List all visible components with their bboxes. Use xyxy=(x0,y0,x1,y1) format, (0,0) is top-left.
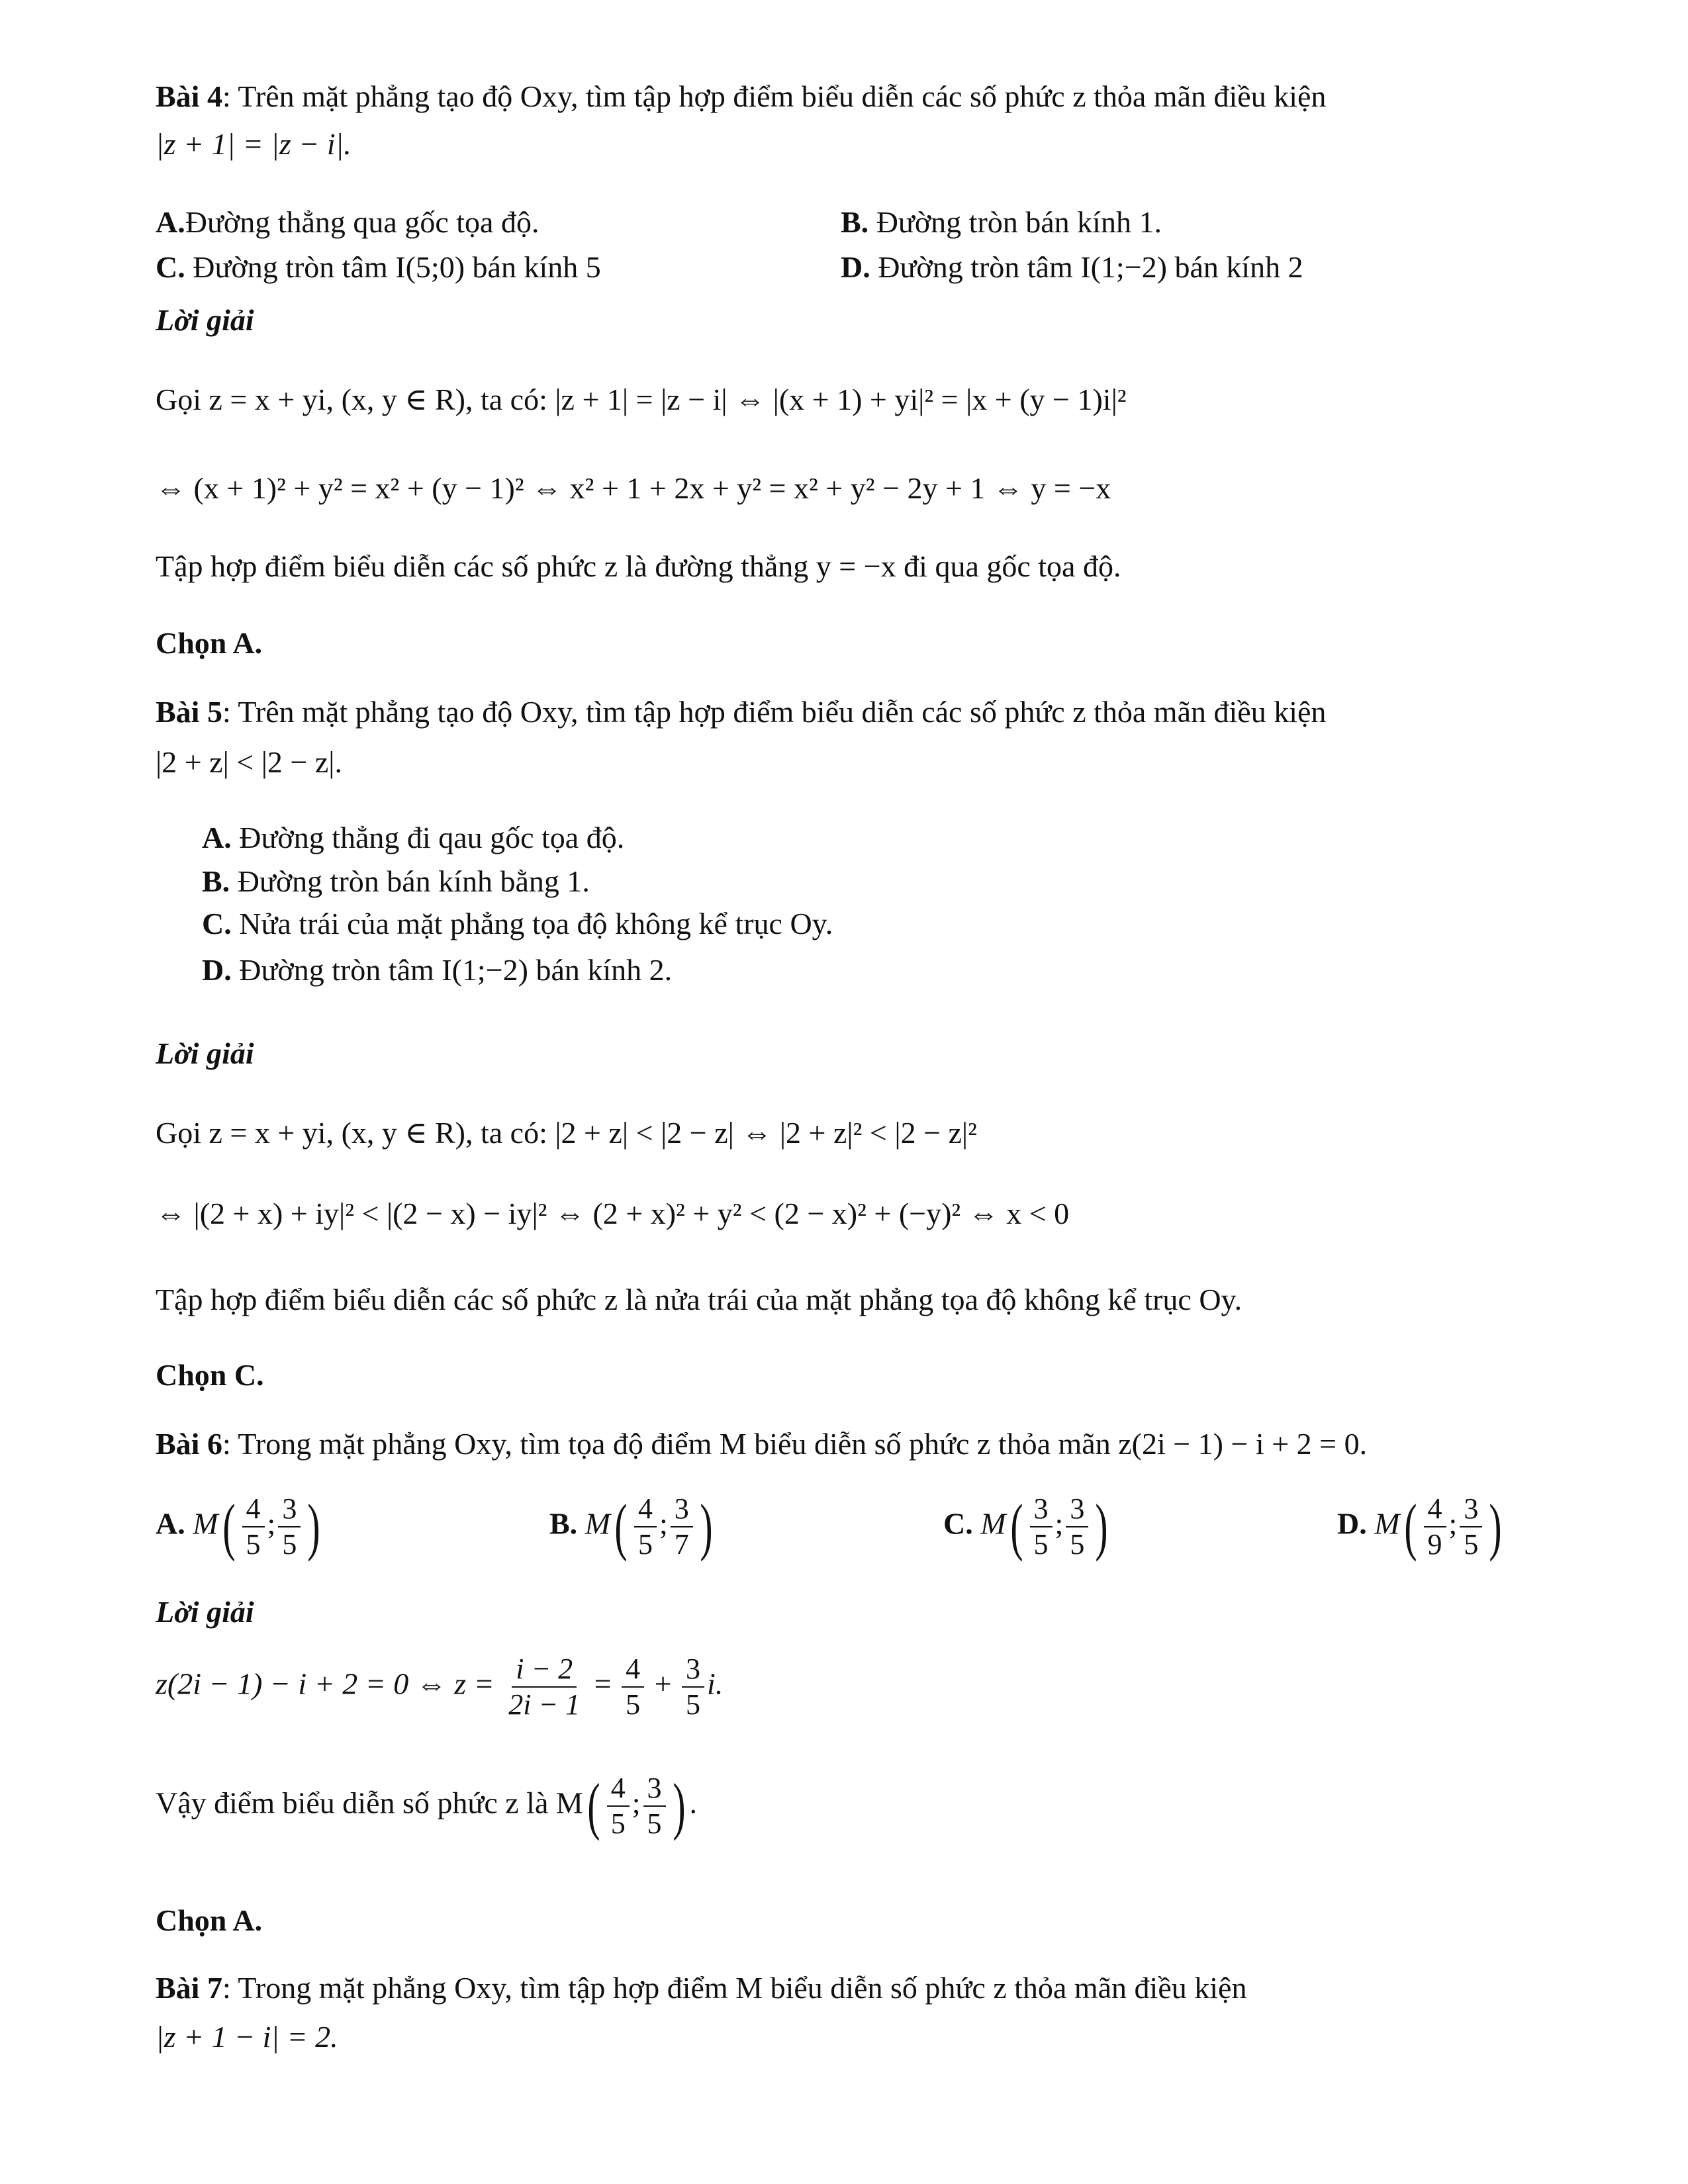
denominator: 7 xyxy=(674,1528,689,1561)
semicolon: ; xyxy=(659,1506,668,1541)
b4-option-b-key: B. xyxy=(841,205,869,239)
right-paren: ) xyxy=(1095,1491,1108,1562)
denominator: 5 xyxy=(1033,1528,1049,1561)
fraction xyxy=(682,1655,704,1719)
b6-option-a xyxy=(156,1491,324,1562)
b4-option-b xyxy=(841,205,1162,240)
b5-option-c-key: C. xyxy=(202,907,232,940)
b5-solution-line1: Gọi z = x + yi, (x, y ∈ R), ta có: |2 + z| < |2 − z| ⇔ |2 + z|² < |2 − z|² xyxy=(156,1116,977,1150)
b6-solution-line1 xyxy=(156,1655,723,1719)
fraction xyxy=(1066,1494,1088,1559)
b7-condition: |z + 1 − i| = 2. xyxy=(156,2020,338,2054)
b5-option-b xyxy=(202,864,590,899)
numerator: 4 xyxy=(242,1494,265,1527)
denominator: 5 xyxy=(626,1688,641,1721)
b6-solution-label: Lời giải xyxy=(156,1595,254,1629)
b6-option-a-key: A. xyxy=(156,1506,185,1541)
b6-question-line1 xyxy=(156,1427,1367,1462)
b5-option-d xyxy=(202,953,672,988)
b6-option-c-key: C. xyxy=(943,1506,973,1541)
fraction xyxy=(622,1655,644,1719)
b6-solution-line2 xyxy=(156,1770,697,1841)
semicolon: ; xyxy=(267,1506,276,1541)
b6-option-c-point: M xyxy=(980,1506,1006,1541)
right-paren: ) xyxy=(307,1491,320,1562)
b5-question-line1 xyxy=(156,695,1326,730)
numerator: 4 xyxy=(634,1494,657,1527)
b4-option-c xyxy=(156,250,601,285)
left-paren: ( xyxy=(614,1491,628,1562)
fraction xyxy=(242,1494,265,1559)
denominator: 5 xyxy=(686,1688,701,1721)
b4-option-b-text: Đường tròn bán kính 1. xyxy=(868,205,1162,239)
fraction xyxy=(634,1494,657,1559)
b4-question-text: : Trên mặt phẳng tạo độ Oxy, tìm tập hợp điểm biểu diễn các số phức z thỏa mãn điều kiện xyxy=(222,79,1327,113)
b5-option-b-key: B. xyxy=(202,864,230,898)
plus-sign: + xyxy=(654,1666,672,1701)
b5-option-c xyxy=(202,907,833,942)
b5-option-c-text: Nửa trái của mặt phẳng tọa độ không kể trục Oy. xyxy=(231,907,833,940)
period: . xyxy=(689,1786,697,1820)
b5-option-d-key: D. xyxy=(202,953,232,987)
denominator: 9 xyxy=(1427,1528,1442,1561)
fraction xyxy=(1460,1494,1482,1559)
b5-option-a-key: A. xyxy=(202,821,232,854)
b5-answer xyxy=(156,1358,264,1393)
b4-option-d xyxy=(841,250,1303,285)
b5-answer-text: Chọn C. xyxy=(156,1358,264,1392)
numerator: 3 xyxy=(1460,1494,1482,1527)
imaginary-unit: i. xyxy=(707,1666,724,1701)
numerator: 3 xyxy=(278,1494,301,1527)
b4-answer-text: Chọn A. xyxy=(156,626,263,660)
b6-answer xyxy=(156,1903,262,1938)
b5-solution-line3: Tập hợp điểm biểu diễn các số phức z là nửa trái của mặt phẳng tọa độ không kể trục Oy. xyxy=(156,1283,1243,1316)
denominator: 5 xyxy=(1070,1528,1085,1561)
b7-question-line1 xyxy=(156,1971,1246,2006)
numerator: 4 xyxy=(1424,1494,1446,1527)
b6-answer-text: Chọn A. xyxy=(156,1903,263,1937)
fraction xyxy=(671,1494,693,1559)
b6-option-b-point: M xyxy=(585,1506,611,1541)
b4-option-a xyxy=(156,205,539,240)
right-paren: ) xyxy=(672,1770,686,1841)
semicolon: ; xyxy=(1448,1506,1458,1541)
fraction xyxy=(1424,1494,1446,1559)
right-paren: ) xyxy=(700,1491,713,1562)
b5-option-a-text: Đường thẳng đi qau gốc tọa độ. xyxy=(231,821,625,854)
b5-question-text: : Trên mặt phẳng tạo độ Oxy, tìm tập hợp điểm biểu diễn các số phức z thỏa mãn điều kiện xyxy=(222,695,1327,729)
b4-option-c-text: Đường tròn tâm I(5;0) bán kính 5 xyxy=(185,250,601,284)
b5-solution-line2: ⇔ |(2 + x) + iy|² < |(2 − x) − iy|² ⇔ (2 + x)² + y² < (2 − x)² + (−y)² ⇔ x < 0 xyxy=(156,1197,1070,1230)
semicolon: ; xyxy=(1055,1506,1064,1541)
b6-question-text: : Trong mặt phẳng Oxy, tìm tọa độ điểm M biểu diễn số phức z thỏa mãn z(2i − 1) − i + 2 = 0. xyxy=(222,1427,1368,1461)
b4-option-d-key: D. xyxy=(841,250,870,284)
b6-option-d xyxy=(1337,1491,1506,1562)
fraction xyxy=(504,1655,584,1719)
denominator: 5 xyxy=(610,1807,626,1840)
b5-option-a xyxy=(202,821,624,856)
numerator: 3 xyxy=(1030,1494,1053,1527)
numerator: 4 xyxy=(622,1655,644,1688)
b6-option-a-point: M xyxy=(193,1506,218,1541)
denominator: 5 xyxy=(637,1528,653,1561)
b4-solution-label: Lời giải xyxy=(156,303,254,337)
b6-option-d-key: D. xyxy=(1337,1506,1367,1541)
b7-title: Bài 7 xyxy=(156,1971,222,2005)
numerator: 3 xyxy=(643,1774,666,1807)
equation-text: z(2i − 1) − i + 2 = 0 ⇔ z = xyxy=(156,1666,494,1701)
fraction xyxy=(1030,1494,1053,1559)
numerator: 3 xyxy=(1066,1494,1088,1527)
denominator: 5 xyxy=(647,1807,662,1840)
denominator: 5 xyxy=(246,1528,261,1561)
fraction xyxy=(607,1774,630,1839)
left-paren: ( xyxy=(1403,1491,1417,1562)
b4-question-line1 xyxy=(156,79,1326,114)
b5-option-d-text: Đường tròn tâm I(1;−2) bán kính 2. xyxy=(231,953,673,987)
fraction xyxy=(278,1494,301,1559)
left-paren: ( xyxy=(222,1491,236,1562)
b4-answer xyxy=(156,626,262,661)
b5-solution-heading xyxy=(156,1036,254,1071)
b4-solution-line2: ⇔ (x + 1)² + y² = x² + (y − 1)² ⇔ x² + 1 + 2x + y² = x² + y² − 2y + 1 ⇔ y = −x xyxy=(156,471,1111,505)
b6-option-b xyxy=(549,1491,717,1562)
denominator: 5 xyxy=(282,1528,297,1561)
numerator: i − 2 xyxy=(512,1655,577,1688)
b6-solution-heading xyxy=(156,1595,254,1630)
b6-option-c xyxy=(943,1491,1112,1562)
b5-condition: |2 + z| < |2 − z|. xyxy=(156,745,342,779)
right-paren: ) xyxy=(1489,1491,1502,1562)
b5-title: Bài 5 xyxy=(156,695,222,729)
numerator: 3 xyxy=(671,1494,693,1527)
numerator: 3 xyxy=(682,1655,704,1688)
numerator: 4 xyxy=(607,1774,630,1807)
b4-title: Bài 4 xyxy=(156,79,222,113)
conclusion-text: Vậy điểm biểu diễn số phức z là M xyxy=(156,1786,583,1820)
b4-option-c-key: C. xyxy=(156,250,185,284)
b4-solution-line1: Gọi z = x + yi, (x, y ∈ R), ta có: |z + 1| = |z − i| ⇔ |(x + 1) + yi|² = |x + (y − 1)i|² xyxy=(156,383,1127,416)
b6-option-d-point: M xyxy=(1374,1506,1400,1541)
b5-option-b-text: Đường tròn bán kính bằng 1. xyxy=(230,864,590,898)
b4-option-d-text: Đường tròn tâm I(1;−2) bán kính 2 xyxy=(870,250,1303,284)
b4-option-a-key: A. xyxy=(156,205,185,239)
equals-sign: = xyxy=(594,1666,612,1701)
left-paren: ( xyxy=(587,1770,600,1841)
b4-solution-line3: Tập hợp điểm biểu diễn các số phức z là đường thẳng y = −x đi qua gốc tọa độ. xyxy=(156,549,1121,583)
b4-option-a-text: Đường thẳng qua gốc tọa độ. xyxy=(185,205,539,239)
b7-question-text: : Trong mặt phẳng Oxy, tìm tập hợp điểm M biểu diễn số phức z thỏa mãn điều kiện xyxy=(222,1971,1247,2005)
b6-option-b-key: B. xyxy=(549,1506,578,1541)
fraction xyxy=(643,1774,666,1839)
left-paren: ( xyxy=(1009,1491,1023,1562)
b5-solution-label: Lời giải xyxy=(156,1036,254,1070)
b4-solution-heading xyxy=(156,303,254,338)
denominator: 5 xyxy=(1464,1528,1479,1561)
semicolon: ; xyxy=(632,1786,641,1820)
b6-title: Bài 6 xyxy=(156,1427,222,1461)
denominator: 2i − 1 xyxy=(508,1688,581,1721)
b4-condition: |z + 1| = |z − i|. xyxy=(156,127,352,161)
